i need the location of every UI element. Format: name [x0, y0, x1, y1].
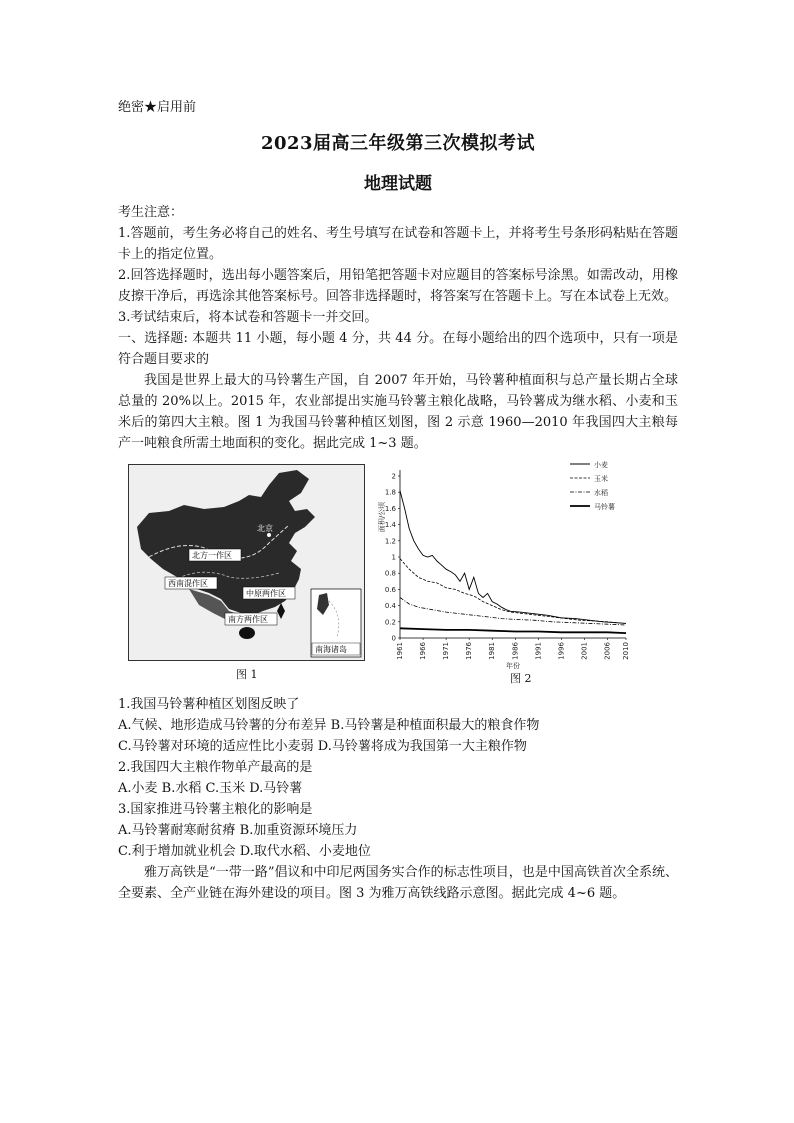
- label-north-zone: 北方一作区: [192, 551, 232, 560]
- label-south-zone: 南方两作区: [228, 615, 268, 624]
- y-tick-label: 1.8: [384, 488, 396, 497]
- figure-2-chart: [376, 458, 646, 673]
- notice-item-2: 2.回答选择题时，选出每小题答案后，用铅笔把答题卡对应题目的答案标号涂黑。如需改动，用橡皮擦干净后，再选涂其他答案标号。回答非选择题时，将答案写在答题卡上。写在本试卷上无效。: [118, 268, 678, 304]
- question-3: 3.国家推进马铃薯主粮化的影响是: [118, 802, 313, 817]
- legend-label-3: 马铃薯: [594, 503, 615, 511]
- y-tick-label: 0: [391, 634, 396, 643]
- exam-page: [118, 96, 678, 904]
- exam-subject: 地理试题: [364, 174, 432, 194]
- label-southwest-zone: 西南混作区: [168, 579, 208, 588]
- question-3-options-cd: C.利于增加就业机会 D.取代水稻、小麦地位: [118, 844, 371, 859]
- figure-2-caption: 图 2: [510, 672, 532, 685]
- series-line-1: [400, 559, 626, 624]
- notice-item-3: 3.考试结束后，将本试卷和答题卡一并交回。: [118, 310, 378, 325]
- y-tick-label: 1.2: [384, 537, 396, 546]
- legend-label-0: 小麦: [594, 461, 608, 469]
- exam-title: 2023届高三年级第三次模拟考试: [260, 133, 536, 154]
- y-tick-label: 1: [391, 553, 396, 562]
- y-tick-label: 2: [391, 472, 396, 481]
- y-tick-label: 0.6: [384, 585, 396, 594]
- x-tick-label: 2001: [580, 642, 589, 660]
- passage-potato: 我国是世界上最大的马铃薯生产国，自 2007 年开始，马铃薯种植面积与总产量长期占全球总量的 20%以上。2015 年，农业部提出实施马铃薯主粮化战略，马铃薯成为继水稻、小麦和玉米后的第四大主粮。图 1 为我国马铃薯种植区划图，图 2 示意 1960—2010 年我国四大主粮每产一吨粮食所需土地面积的变化。据此完成 1~3 题。: [118, 373, 678, 451]
- notice-item-1: 1.答题前，考生务必将自己的姓名、考生号填写在试卷和答题卡上，并将考生号条形码粘贴在答题卡上的指定位置。: [118, 226, 678, 262]
- label-beijing: 北京: [257, 524, 273, 533]
- label-south-sea-islands: 南海诸岛: [315, 645, 347, 654]
- y-tick-label: 1.4: [384, 521, 396, 530]
- line-chart-svg: [376, 458, 646, 673]
- x-tick-label: 1966: [419, 642, 428, 660]
- series-line-3: [400, 628, 626, 633]
- question-1-options-cd: C.马铃薯对环境的适应性比小麦弱 D.马铃薯将成为我国第一大主粮作物: [118, 739, 527, 754]
- passage-railway: 雅万高铁是“一带一路”倡议和中印尼两国务实合作的标志性项目，也是中国高铁首次全系统、全要素、全产业链在海外建设的项目。图 3 为雅万高铁线路示意图。据此完成 4~6 题。: [118, 865, 678, 901]
- x-tick-label: 1981: [488, 642, 497, 660]
- question-1: 1.我国马铃薯种植区划图反映了: [118, 697, 300, 712]
- x-tick-label: 2006: [603, 642, 612, 660]
- x-tick-label: 2010: [622, 642, 630, 660]
- x-tick-label: 1961: [396, 642, 404, 660]
- y-axis-label: 面积/公顷: [378, 501, 386, 533]
- label-central-zone: 中原两作区: [246, 589, 286, 598]
- y-tick-label: 1.6: [384, 504, 396, 513]
- y-tick-label: 0.4: [384, 602, 396, 611]
- x-tick-label: 1976: [465, 642, 474, 660]
- series-line-0: [400, 491, 626, 624]
- notice-heading: 考生注意：: [118, 205, 184, 220]
- figure-1-map: [128, 464, 365, 661]
- y-tick-label: 0.2: [384, 618, 396, 627]
- x-tick-label: 1986: [511, 642, 520, 660]
- x-tick-label: 1991: [534, 642, 543, 660]
- legend-label-1: 玉米: [594, 475, 608, 483]
- legend-label-2: 水稻: [594, 489, 608, 497]
- question-1-options-ab: A.气候、地形造成马铃薯的分布差异 B.马铃薯是种植面积最大的粮食作物: [118, 718, 540, 733]
- question-2-options: A.小麦 B.水稻 C.玉米 D.马铃薯: [118, 781, 303, 796]
- figure-1-caption: 图 1: [236, 668, 258, 681]
- x-axis-label: 年份: [506, 662, 520, 670]
- x-tick-label: 1996: [557, 642, 566, 660]
- y-tick-label: 0.8: [384, 569, 396, 578]
- section-heading: 一、选择题: 本题共 11 小题，每小题 4 分，共 44 分。在每小题给出的四个选项中，只有一项是符合题目要求的: [118, 331, 678, 367]
- figures-row: [118, 458, 678, 688]
- confidential-mark: 绝密★启用前: [118, 100, 197, 115]
- question-2: 2.我国四大主粮作物单产最高的是: [118, 760, 313, 775]
- china-map-svg: [129, 465, 364, 660]
- x-tick-label: 1971: [442, 642, 451, 660]
- question-3-options-ab: A.马铃薯耐寒耐贫瘠 B.加重资源环境压力: [118, 823, 358, 838]
